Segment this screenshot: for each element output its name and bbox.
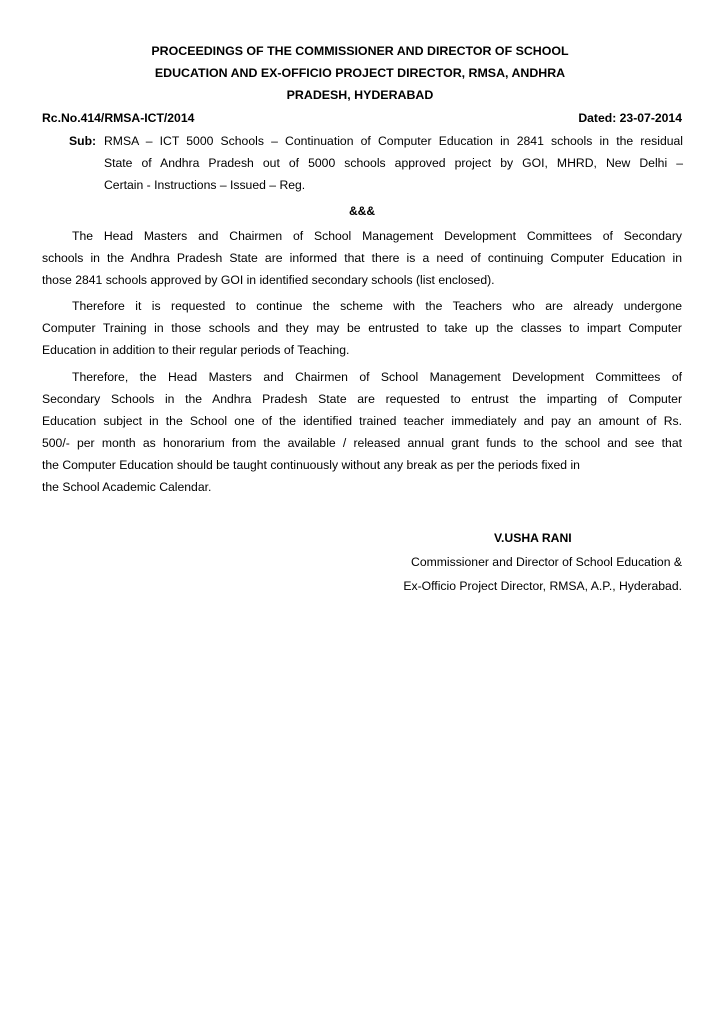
section-separator: &&& [349,204,375,218]
paragraph-line: Education in addition to their regular periods of Teaching. [42,343,350,357]
paragraph-line: 500/- per month as honorarium from the available / released annual grant funds to the school and see that [42,436,682,450]
paragraph-3 [42,366,682,498]
signatory-name: V.USHA RANI [494,531,572,545]
subject-line: Certain - Instructions – Issued – Reg. [104,178,306,192]
proceedings-title [60,40,660,106]
subject-line: RMSA – ICT 5000 Schools – Continuation of Computer Education in 2841 schools in the residual [104,134,683,148]
paragraph-line: Secondary Schools in the Andhra Pradesh State are requested to entrust the imparting of Computer [42,392,682,406]
subject-text [104,130,683,196]
title-line-3: PRADESH, HYDERABAD [286,88,434,102]
subject-line: State of Andhra Pradesh out of 5000 schools approved project by GOI, MHRD, New Delhi – [104,156,683,170]
paragraph-line: The Head Masters and Chairmen of School Management Development Committees of Secondary [72,229,682,243]
paragraph-line: those 2841 schools approved by GOI in identified secondary schools (list enclosed). [42,273,495,287]
paragraph-line: the School Academic Calendar. [42,480,212,494]
paragraph-2 [42,295,682,361]
subject-block [69,130,683,196]
paragraph-line: Computer Training in those schools and they may be entrusted to take up the classes to impart Computer [42,321,682,335]
dated-label: Dated: 23-07-2014 [578,111,682,125]
title-line-1: PROCEEDINGS OF THE COMMISSIONER AND DIRECTOR OF SCHOOL [151,44,569,58]
paragraph-line: the Computer Education should be taught continuously without any break as per the periods fixed in [42,458,580,472]
paragraph-line: schools in the Andhra Pradesh State are informed that there is a need of continuing Computer Education in [42,251,682,265]
paragraph-line: Therefore it is requested to continue the scheme with the Teachers who are already undergone [72,299,682,313]
paragraph-1 [42,225,682,291]
subject-label: Sub: [69,134,97,148]
reference-row [42,109,682,127]
title-line-2: EDUCATION AND EX-OFFICIO PROJECT DIRECTOR, RMSA, ANDHRA [154,66,566,80]
designation-line-2: Ex-Officio Project Director, RMSA, A.P., Hyderabad. [403,579,682,593]
paragraph-line: Therefore, the Head Masters and Chairmen of School Management Development Committees of [72,370,682,384]
reference-number: Rc.No.414/RMSA-ICT/2014 [42,111,195,125]
paragraph-line: Education subject in the School one of the identified trained teacher immediately and pay an amount of Rs. [42,414,682,428]
designation-line-1: Commissioner and Director of School Education & [411,555,682,569]
